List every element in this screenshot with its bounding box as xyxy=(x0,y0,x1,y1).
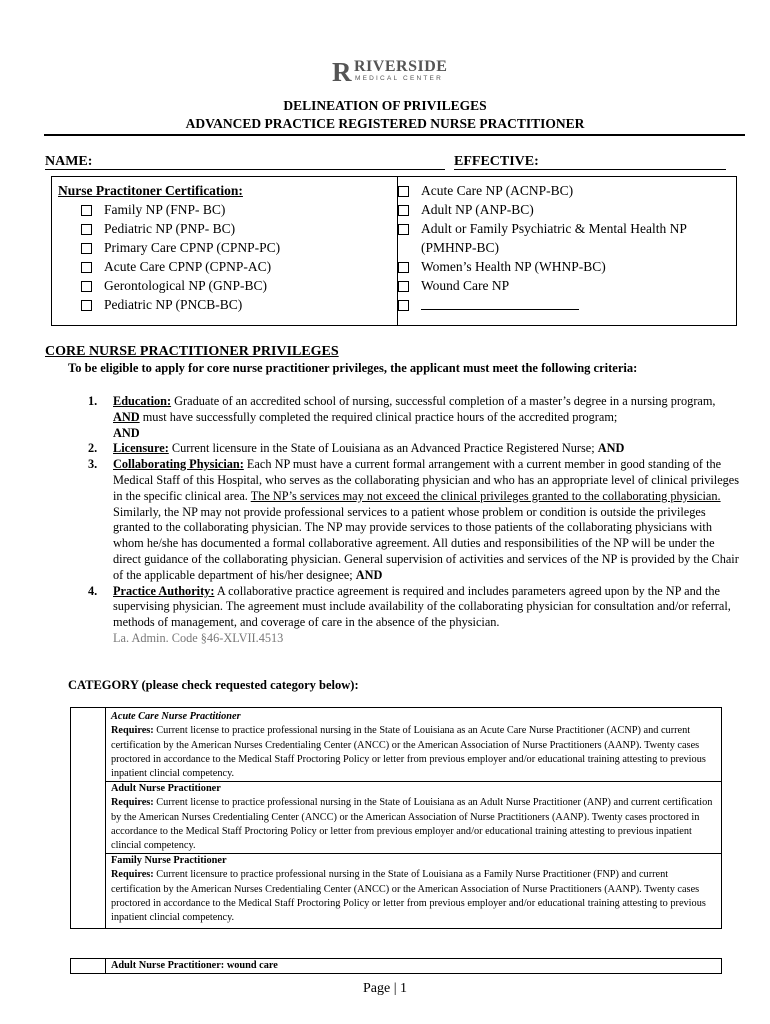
cert-option[interactable]: Wound Care NP xyxy=(398,276,734,295)
eligibility-statement: To be eligible to apply for core nurse practitioner privileges, the applicant must meet the following criteria: xyxy=(68,361,638,375)
riverside-logo xyxy=(332,58,462,86)
criterion-education: 1. Education: Graduate of an accredited school of nursing, successful completion of a master’s degree in a nursing program, AND must have successfully completed the required clinical practice hours of the accredited program; AND xyxy=(88,394,716,440)
category-adult: Adult Nurse Practitioner Requires: Current license to practice professional nursing in the State of Louisiana as an Adult Nurse Practitioner (ANP) and current certification by the American Nurses Credentialing Center (ANCC) or the American Association of Nurse Practitioners (AANP). Twenty cases proctored in accordance to the Medical Staff Proctoring Policy or letter from previous employer and/or educational training attesting to previous inpatient clincial competency. xyxy=(111,783,713,852)
certification-box xyxy=(51,176,737,326)
category-heading: CATEGORY (please check requested category below): xyxy=(68,678,359,692)
criterion-licensure: 2. Licensure: Current licensure in the State of Louisiana as an Advanced Practice Registered Nurse; AND xyxy=(88,441,625,456)
criterion-practice-authority: 4. Practice Authority: A collaborative practice agreement is required and includes parameters agreed upon by the NP and the supervising physician. The agreement must include availability of the collaborating physician for consultation and/or referral, methods of management, and coverage of care in the absence of the physician. xyxy=(88,583,731,630)
cert-option-other[interactable] xyxy=(398,295,734,311)
page-number: Page | 1 xyxy=(362,981,408,996)
category-acute-care: Acute Care Nurse Practitioner Requires: Current license to practice professional nursing in the State of Louisiana as an Acute Care Nurse Practitioner (ACNP) and current certification by the American Nurses Credentialing Center (ANCC) or the American Association of Nurse Practitioners (AANP). Twenty cases proctored in accordance to the Medical Staff Proctoring Policy or letter from previous employer and/or educational training attesting to previous inpatient clincial competency. xyxy=(111,711,706,780)
category-table xyxy=(70,707,722,929)
criterion-collaborating-physician: 3. Collaborating Physician: Each NP must have a current formal arrangement with a current member in good standing of the Medical Staff of this Hospital, who serves as the collaborating physician and who has an appropriate level of clinical privileges in the specific clinical area. The NP’s services may not exceed the clinical privileges granted to the collaborating physician. Similarly, the NP may not provide professional services to a patient whose problem or condition is outside the privileges granted to the collaborating physician. The NP may provide services to those patients of the collaborating physicians with whom he/she has documented a formal collaborative agreement. All duties and responsibilities of the NP will be under the direct guidance of the collaborating physician. General supervision of activities and services of the NP is provided by the Chair of the applicable department of his/her designee; AND xyxy=(88,457,740,582)
certification-heading: Nurse Practitoner Certification: xyxy=(58,183,243,198)
checkbox-icon[interactable] xyxy=(81,300,92,311)
document-subtitle: ADVANCED PRACTICE REGISTERED NURSE PRACTITIONER xyxy=(185,116,585,131)
checkbox-column-divider xyxy=(105,959,106,973)
checkbox-icon[interactable] xyxy=(81,262,92,273)
cert-option[interactable]: Women’s Health NP (WHNP-BC) xyxy=(398,257,734,276)
checkbox-icon[interactable] xyxy=(81,281,92,292)
cert-option[interactable]: Adult or Family Psychiatric & Mental Health NP (PMHNP-BC) xyxy=(398,219,734,257)
category-wound-care: Adult Nurse Practitioner: wound care xyxy=(111,960,278,971)
checkbox-icon[interactable] xyxy=(81,224,92,235)
checkbox-icon[interactable] xyxy=(398,205,409,216)
document-title: DELINEATION OF PRIVILEGES xyxy=(283,98,487,113)
logo-name: RIVERSIDE xyxy=(354,58,448,75)
checkbox-icon[interactable] xyxy=(81,205,92,216)
cert-option[interactable]: Adult NP (ANP-BC) xyxy=(398,200,734,219)
checkbox-column-divider xyxy=(105,708,106,928)
effective-field-line[interactable] xyxy=(454,169,726,170)
checkbox-icon[interactable] xyxy=(398,262,409,273)
certification-right-column xyxy=(421,181,734,311)
cert-option[interactable]: Acute Care CPNP (CPNP-AC) xyxy=(58,257,388,276)
cert-option[interactable]: Acute Care NP (ACNP-BC) xyxy=(398,181,734,200)
wound-care-table xyxy=(70,958,722,974)
certification-left-column xyxy=(58,181,388,314)
checkbox-icon[interactable] xyxy=(398,300,409,311)
checkbox-icon[interactable] xyxy=(398,281,409,292)
logo-subtitle: MEDICAL CENTER xyxy=(355,75,443,82)
cert-option[interactable]: Pediatric NP (PNCB-BC) xyxy=(58,295,388,314)
checkbox-icon[interactable] xyxy=(81,243,92,254)
checkbox-icon[interactable] xyxy=(398,224,409,235)
cert-option[interactable]: Pediatric NP (PNP- BC) xyxy=(58,219,388,238)
category-family: Family Nurse Practitioner Requires: Current licensure to practice professional nursing in the State of Louisiana as a Family Nurse Practitioner (FNP) and current certification by the American Nurses Credentialing Center (ANCC) or the American Association of Nurse Practitioners (AANP). Twenty cases proctored in accordance to the Medical Staff Proctoring Policy or letter from previous employer and/or educational training attesting to previous inpatient clincial competency. xyxy=(111,855,706,924)
name-field-line[interactable] xyxy=(45,169,445,170)
name-label: NAME: xyxy=(45,154,93,169)
effective-label: EFFECTIVE: xyxy=(454,154,539,169)
core-privileges-heading: CORE NURSE PRACTITIONER PRIVILEGES xyxy=(45,344,339,359)
cert-option[interactable]: Family NP (FNP- BC) xyxy=(58,200,388,219)
criteria-list xyxy=(88,394,743,647)
other-cert-blank-line[interactable] xyxy=(421,295,579,310)
checkbox-icon[interactable] xyxy=(398,186,409,197)
cert-option[interactable]: Primary Care CPNP (CPNP-PC) xyxy=(58,238,388,257)
title-rule xyxy=(44,134,745,136)
legal-citation: La. Admin. Code §46-XLVII.4513 xyxy=(113,630,284,645)
logo-mark: R xyxy=(332,57,352,87)
cert-option[interactable]: Gerontological NP (GNP-BC) xyxy=(58,276,388,295)
